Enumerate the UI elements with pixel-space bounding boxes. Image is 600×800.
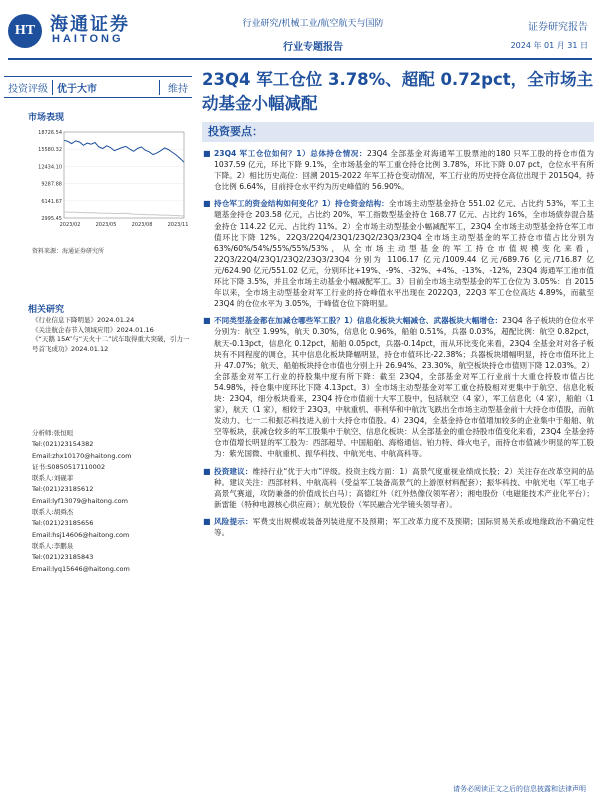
analyst-line: Tel:(021)23154382 xyxy=(32,440,94,449)
y-tick-label: 2995.45 xyxy=(41,216,62,222)
logo-english: HAITONG xyxy=(52,33,124,45)
key-point-paragraph xyxy=(202,466,594,510)
key-points-body xyxy=(202,148,594,544)
chart-source: 资料来源：海通证券研究所 xyxy=(32,248,105,255)
x-tick-label: 2023/08 xyxy=(131,222,153,228)
key-point-paragraph xyxy=(202,315,594,459)
analyst-line: 联系人:李鹏泉 xyxy=(32,541,74,550)
disclaimer-footer: 请务必阅读正文之后的信息披露和法律声明 xyxy=(453,785,586,793)
key-point-lead: 不同类型基金都在加减仓哪些军工股？1）信息化板块大幅减仓、武器板块大幅增仓： xyxy=(214,316,503,326)
y-tick-label: 9287.88 xyxy=(41,181,62,188)
key-points-header: 投资要点： xyxy=(202,122,594,142)
bullet-icon: ■ xyxy=(203,516,211,526)
analyst-line: 证书:S0850517110002 xyxy=(32,462,106,471)
key-point-paragraph xyxy=(202,516,594,538)
report-type: 证券研究报告 xyxy=(528,22,588,33)
series-line-csi300 xyxy=(64,212,184,216)
analyst-email[interactable]: Email:hsj14606@haitong.com xyxy=(32,530,130,539)
key-point-lead: 投资建议： xyxy=(214,466,253,476)
related-item[interactable]: 《关注航企春节入领域应用》2024.01.16 xyxy=(32,325,154,334)
analyst-email[interactable]: Email:lyf13079@haitong.com xyxy=(32,496,128,505)
key-point-paragraph xyxy=(202,148,594,192)
plot-frame xyxy=(64,132,184,218)
key-point-text: 维持行业“优于大市”评级。投资主线方面：1）高景气度重视业绩成长股；2）关注存在改革空间的品种。建议关注：西部材料、中航高科（受益军工装备高景气的上游原材料配套）；振华科技、中航光电（军工电子高景气赛道，攻防兼备的价值成长白马）；高德红外（红外热像仪领军者）；湘电股份（电磁能技术产业化平台）；新雷能（特种电源核心供应商）；航光股份（军民融合光学镜头领导者）。 xyxy=(214,466,595,509)
key-point-lead: 23Q4 军工仓位如何？1）总体持仓情况： xyxy=(214,149,368,158)
x-tick-label: 2023/05 xyxy=(95,222,117,228)
market-performance-chart xyxy=(30,126,188,234)
related-heading: 相关研究 xyxy=(28,305,65,315)
related-item[interactable]: 《“天鹅 15A”与“天火十二”试车取得重大突破，引力一号首飞成功》2024.01.12 xyxy=(32,335,190,353)
key-point-lead: 风险提示： xyxy=(214,516,253,526)
y-tick-label: 15580.32 xyxy=(38,147,62,154)
analyst-email[interactable]: Email:lyq15646@haitong.com xyxy=(32,564,130,573)
y-tick-label: 6141.67 xyxy=(41,198,62,205)
key-point-text: 23Q4 全部基金对海通军工股票池的180 只军工股的持仓市值为 1037.59 亿元，环比下降 9.1%，全市场基金的军工重仓持仓比例 3.78%，环比下降 0.07 pct，仓位水平有所下降。2）相比历史高位：回溯 2015-2022 年军工持仓变动情况，军工行业的历史持仓高位出现于 2015Q4，持仓比例 6.64%，目前持仓水平约为历史峰值的 56.90%。 xyxy=(214,149,594,192)
rating-value: 优于大市 xyxy=(52,80,160,95)
bullet-icon: ■ xyxy=(203,149,211,158)
key-point-text: 军费支出规模或装备列装进度不及预期；军工改革力度不及预期；国际贸易关系或地缘政治不确定性等。 xyxy=(214,516,594,537)
series-line-defense xyxy=(64,140,184,162)
analyst-line: 联系人:胡舜杰 xyxy=(32,508,74,517)
y-tick-label: 12434.10 xyxy=(38,164,62,171)
y-tick-label: 18726.54 xyxy=(38,130,62,136)
analyst-line: Tel:(021)23185612 xyxy=(32,485,94,494)
report-header xyxy=(0,0,600,56)
key-point-lead: 持仓军工的资金结构如何变化？1）持仓资金结构： xyxy=(214,199,389,209)
x-tick-label: 2023/11 xyxy=(167,222,188,228)
report-date: 2024 年 01 月 31 日 xyxy=(510,41,588,50)
rating-action: 维持 xyxy=(168,83,188,95)
analyst-line: Tel:(021)23185656 xyxy=(32,519,94,528)
bullet-icon: ■ xyxy=(203,466,211,476)
logo-chinese: 海通证券 xyxy=(50,14,130,35)
analyst-line: 联系人:刘砚菲 xyxy=(32,474,74,483)
related-item[interactable]: 《行业信息下降明显》2024.01.24 xyxy=(32,316,135,324)
analyst-contacts xyxy=(32,428,194,575)
bullet-icon: ■ xyxy=(203,316,211,326)
analyst-line: 分析师:张恒晅 xyxy=(32,429,74,437)
analyst-line: Tel:(021)23185843 xyxy=(32,553,94,562)
header-divider xyxy=(8,58,592,60)
industry-category: 行业研究/机械工业/航空航天与国防 xyxy=(242,19,384,29)
x-tick-label: 2023/02 xyxy=(59,222,81,228)
market-perf-heading: 市场表现 xyxy=(28,113,65,123)
key-point-text: 全市场主动型基金持仓 551.02 亿元、占比约 53%，军工主题基金持仓 203.58 亿元，占比约 20%，军工指数型基金持仓 168.77 亿元、占比约 16%，全市场债券混合基金持仓 114.22 亿元、占比约 11%。2）全市场主动型基金小幅减配军工，23Q4 全市场主动型基金持仓军工市值环比下降 12%。22Q3/22Q4/23Q1/23Q2/23Q3/23Q4 全市场主动型基金的军工持仓市值占比分别为 63%/60%/54%/55%/55%/53%，从全市场主动型基金的军工持仓市值规模变化来看，22Q3/22Q4/23Q1/23Q2/23Q3/23Q4 分别为 1106.17 亿元/1009.44 亿元/689.76 亿元/716.87 亿元/624.90 亿元/551.02 亿元，分别环比+19%、-9%、-32%、+4%、-13%、-12%，23Q4 海通军工池市值环比下降 3.5%，并且全市场主动基金小幅减配军工。3）目前全市场主动型基金的军工仓位为 3.05%：自 2015 年以来，全市场主动型基金对军工行业的持仓峰值水平出现在 2022Q3，22Q3 军工仓位高达 4.89%，而截至 23Q4 的仓位水平为 3.05%，于峰值仓位下降明显。 xyxy=(214,199,594,309)
report-title: 23Q4 军工仓位 3.78%、超配 0.72pct，全市场主动基金小幅减配 xyxy=(202,70,594,113)
key-point-text: 23Q4 各子板块的仓位水平分别为：航空 1.99%，航天 0.30%，信息化 0.96%，船舶 0.51%，兵器 0.03%，超配比例：航空 0.82pct，航天-0.13pct，信息化 0.12pct，船舶 0.05pct，兵器-0.14pct，而从环比变化来看，23Q4 全基金对对各子板块有不同程度的调仓，其中信息化板块降幅明显，持仓市值环比-22.38%；兵器板块增幅明显，持仓市值环比上升 47.07%；航天、船舶板块持仓市值也分别上升 26.94%、23.30%，航空板块持仓市值则下降 12.03%。2）全部基金对军工行业的持股集中度有所下降：截至 23Q4，全部基金对军工行业前十大重仓持股市值占比 54.98%，持仓集中度环比下降 4.13pct。3）全市场主动型基金对军工重仓持股相对更集中于航空、信息化板块：23Q4，细分板块看来，23Q4 持仓市值前十大军工股中，包括航空（4 家），军工信息化（4 家），船舶（1 家），航天（1 家），相较于 23Q3，中航重机、菲利华和中航沈飞跌出全市场主动型基金前十大持仓市值股，而航发动力、七一二和振芯科技进入前十大持仓市值股。4）23Q4，全基金持仓市值增加较多的企业集中于船舶、航空等板块，获减仓较多的军工股集中于航空、信息化板块：从全部基金的重仓持股市值变化来看，23Q4 全基金持仓市值增长明显的军工股为：西部超导、中国船舶、海格通信、铂力特、烽火电子，而持仓市值减少明显的军工股为：紫光国微、中航重机、振华科技、中航光电、中航高科等。 xyxy=(214,316,595,459)
analyst-email[interactable]: Email:zhx10170@haitong.com xyxy=(32,451,132,460)
rating-label: 投资评级 xyxy=(8,83,48,95)
report-subtype: 行业专题报告 xyxy=(283,42,343,53)
bullet-icon: ■ xyxy=(203,199,211,209)
related-research-list xyxy=(32,316,194,354)
rating-box xyxy=(4,76,192,98)
key-point-paragraph xyxy=(202,198,594,309)
haitong-logo-icon: HT xyxy=(8,14,42,48)
